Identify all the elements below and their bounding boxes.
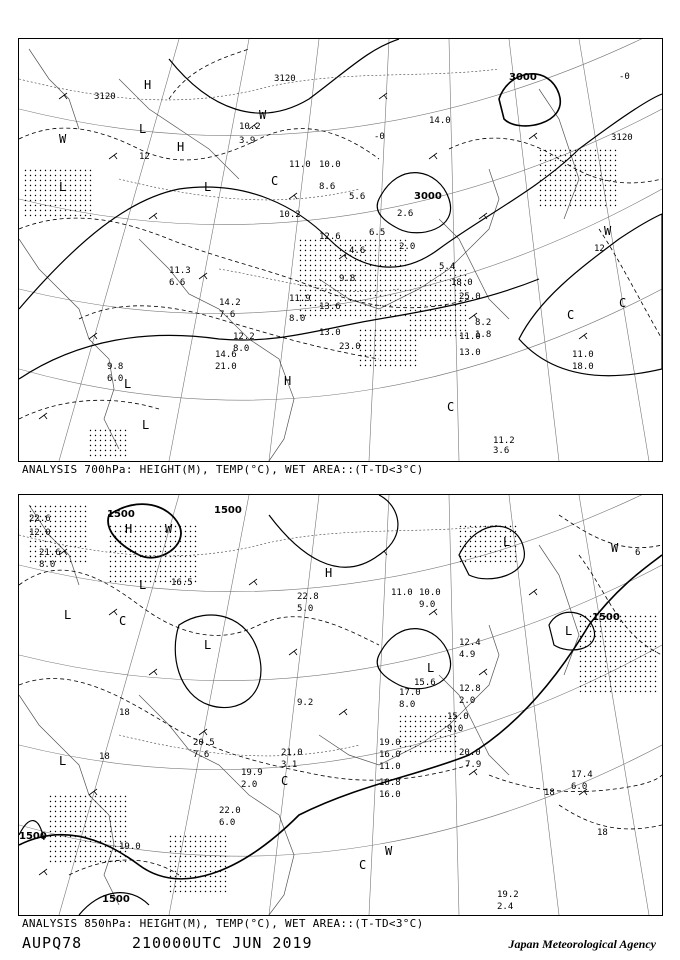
cold-symbol: C	[271, 174, 279, 188]
agency-name: Japan Meteorological Agency	[508, 937, 656, 951]
station-value: 2.4	[497, 902, 514, 912]
contour-label: 3120	[611, 133, 633, 143]
warm-symbol: W	[59, 132, 67, 146]
station-value: 6.0	[219, 818, 236, 828]
chart-850hpa	[18, 494, 663, 916]
station-value: 21.0	[281, 748, 303, 758]
station-value: 21.0	[215, 362, 237, 372]
station-value: 3.6	[493, 446, 510, 456]
warm-symbol: W	[611, 541, 619, 555]
low-symbol: L	[64, 608, 72, 622]
cold-symbol: C	[119, 614, 127, 628]
station-value: 12.6	[319, 232, 341, 242]
warm-symbol: W	[165, 522, 173, 536]
station-value: 6.0	[571, 782, 588, 792]
high-symbol: H	[325, 566, 333, 580]
low-symbol: L	[142, 418, 150, 432]
station-value: 25.0	[459, 292, 481, 302]
low-symbol: L	[204, 638, 212, 652]
station-value: 11.0	[379, 762, 401, 772]
station-value: 19.0	[119, 842, 141, 852]
station-value: 12.0	[29, 528, 51, 538]
chart-700hpa	[18, 38, 663, 462]
station-value: 16.0	[379, 790, 401, 800]
station-value: 9.0	[447, 724, 464, 734]
station-value: 6.6	[169, 278, 186, 288]
station-value: 11.0	[572, 350, 594, 360]
high-symbol: H	[284, 374, 292, 388]
station-value: 7.6	[219, 310, 236, 320]
station-value: 22.0	[219, 806, 241, 816]
station-value: 8.0	[233, 344, 250, 354]
station-value: 6.5	[369, 228, 386, 238]
isotherm-label: 12	[139, 152, 150, 162]
station-value: 11.2	[493, 436, 515, 446]
product-code: AUPQ78	[22, 934, 83, 952]
station-value: 14.6	[215, 350, 237, 360]
low-symbol: L	[503, 535, 511, 549]
station-value: 18.0	[572, 362, 594, 372]
contour-label: 3000	[414, 191, 442, 202]
cold-symbol: C	[567, 308, 575, 322]
chart-footer	[22, 934, 313, 952]
low-symbol: L	[59, 754, 67, 768]
station-value: 20.5	[193, 738, 215, 748]
valid-time: 210000UTC JUN 2019	[132, 934, 313, 952]
station-value: 3.1	[281, 760, 298, 770]
map-850hpa	[19, 495, 662, 915]
warm-symbol: W	[385, 844, 393, 858]
cold-symbol: C	[281, 774, 289, 788]
station-value: 14.0	[429, 116, 451, 126]
high-symbol: H	[125, 522, 133, 536]
station-value: 15.6	[414, 678, 436, 688]
station-value: 13.0	[459, 348, 481, 358]
station-value: 9.8	[339, 274, 356, 284]
high-symbol: H	[144, 78, 152, 92]
low-symbol: L	[59, 180, 67, 194]
contour-label: 1500	[107, 509, 135, 520]
isotherm-label: 18	[597, 828, 608, 838]
isotherm-label: -0	[374, 132, 385, 142]
caption-850hpa: ANALYSIS 850hPa: HEIGHT(M), TEMP(°C), WET AREA::(T-TD<3°C)	[22, 917, 424, 930]
low-symbol: L	[565, 624, 573, 638]
station-value: 22.8	[297, 592, 319, 602]
station-value: 1.8	[475, 330, 492, 340]
station-value: 4.9	[459, 650, 476, 660]
cold-symbol: C	[619, 296, 627, 310]
station-value: 8.0	[39, 560, 56, 570]
station-value: 4.6	[349, 246, 366, 256]
station-value: 14.2	[219, 298, 241, 308]
contour-label: 3000	[509, 72, 537, 83]
station-value: 11.0	[391, 588, 413, 598]
station-value: 11.9	[289, 294, 311, 304]
station-value: 12.8	[459, 684, 481, 694]
station-value: 16.0	[379, 750, 401, 760]
caption-700hpa: ANALYSIS 700hPa: HEIGHT(M), TEMP(°C), WET AREA::(T-TD<3°C)	[22, 463, 424, 476]
station-value: 8.0	[289, 314, 306, 324]
station-value: 2.6	[397, 209, 414, 219]
station-value: 10.2	[239, 122, 261, 132]
station-value: 12.4	[459, 638, 481, 648]
station-value: 5.0	[297, 604, 314, 614]
station-value: 10.2	[279, 210, 301, 220]
map-700hpa	[19, 39, 662, 461]
low-symbol: L	[124, 377, 132, 391]
isotherm-label: -0	[619, 72, 630, 82]
contour-label: 1500	[592, 612, 620, 623]
contour-label: 1500	[102, 894, 130, 905]
contour-label: 3120	[274, 74, 296, 84]
station-value: 22.6	[29, 514, 51, 524]
station-value: 2.0	[241, 780, 258, 790]
warm-symbol: W	[259, 108, 267, 122]
station-value: 5.6	[349, 192, 366, 202]
station-value: 18.0	[451, 278, 473, 288]
station-value: 3.9	[239, 136, 256, 146]
station-value: 17.0	[399, 688, 421, 698]
station-value: 10.0	[419, 588, 441, 598]
contour-label: 3120	[94, 92, 116, 102]
station-value: 23.0	[339, 342, 361, 352]
high-symbol: H	[177, 140, 185, 154]
station-value: 15.0	[447, 712, 469, 722]
station-value: 13.6	[319, 302, 341, 312]
low-symbol: L	[139, 578, 147, 592]
station-value: 13.0	[319, 328, 341, 338]
wet-area-850	[29, 505, 659, 895]
station-value: 9.0	[419, 600, 436, 610]
station-value: 7.9	[465, 760, 482, 770]
station-value: 21.6	[39, 548, 61, 558]
station-value: 9.8	[107, 362, 124, 372]
low-symbol: L	[427, 661, 435, 675]
contour-label: 1500	[214, 505, 242, 516]
station-value: 17.4	[571, 770, 593, 780]
warm-symbol: W	[604, 224, 612, 238]
station-value: 19.2	[497, 890, 519, 900]
low-symbol: L	[139, 122, 147, 136]
station-value: 6.0	[107, 374, 124, 384]
station-value: 16.5	[171, 578, 193, 588]
contour-label: 1500	[19, 831, 47, 842]
low-symbol: L	[204, 180, 212, 194]
station-value: 2.0	[459, 696, 476, 706]
isotherm-label: 18	[119, 708, 130, 718]
station-value: 9.2	[297, 698, 314, 708]
station-value: 8.2	[475, 318, 492, 328]
station-value: 19.0	[379, 738, 401, 748]
station-value: 8.0	[399, 700, 416, 710]
station-value: 11.3	[169, 266, 191, 276]
isotherm-label: 18	[544, 788, 555, 798]
station-value: 20.0	[459, 748, 481, 758]
station-value: 2.0	[399, 242, 416, 252]
isotherm-labels-850	[99, 548, 640, 838]
cold-symbol: C	[359, 858, 367, 872]
station-value: 5.4	[439, 262, 456, 272]
station-value: 11.0	[289, 160, 311, 170]
station-value: 8.6	[319, 182, 336, 192]
station-value: 11.0	[459, 332, 481, 342]
isotherm-label: 6	[635, 548, 641, 558]
station-value: 18.8	[379, 778, 401, 788]
station-value: 10.0	[319, 160, 341, 170]
station-value: 12.2	[233, 332, 255, 342]
station-value: 7.6	[193, 750, 210, 760]
cold-symbol: C	[447, 400, 455, 414]
station-value: 19.9	[241, 768, 263, 778]
isotherm-label: 18	[99, 752, 110, 762]
isotherm-label: 12	[594, 244, 605, 254]
